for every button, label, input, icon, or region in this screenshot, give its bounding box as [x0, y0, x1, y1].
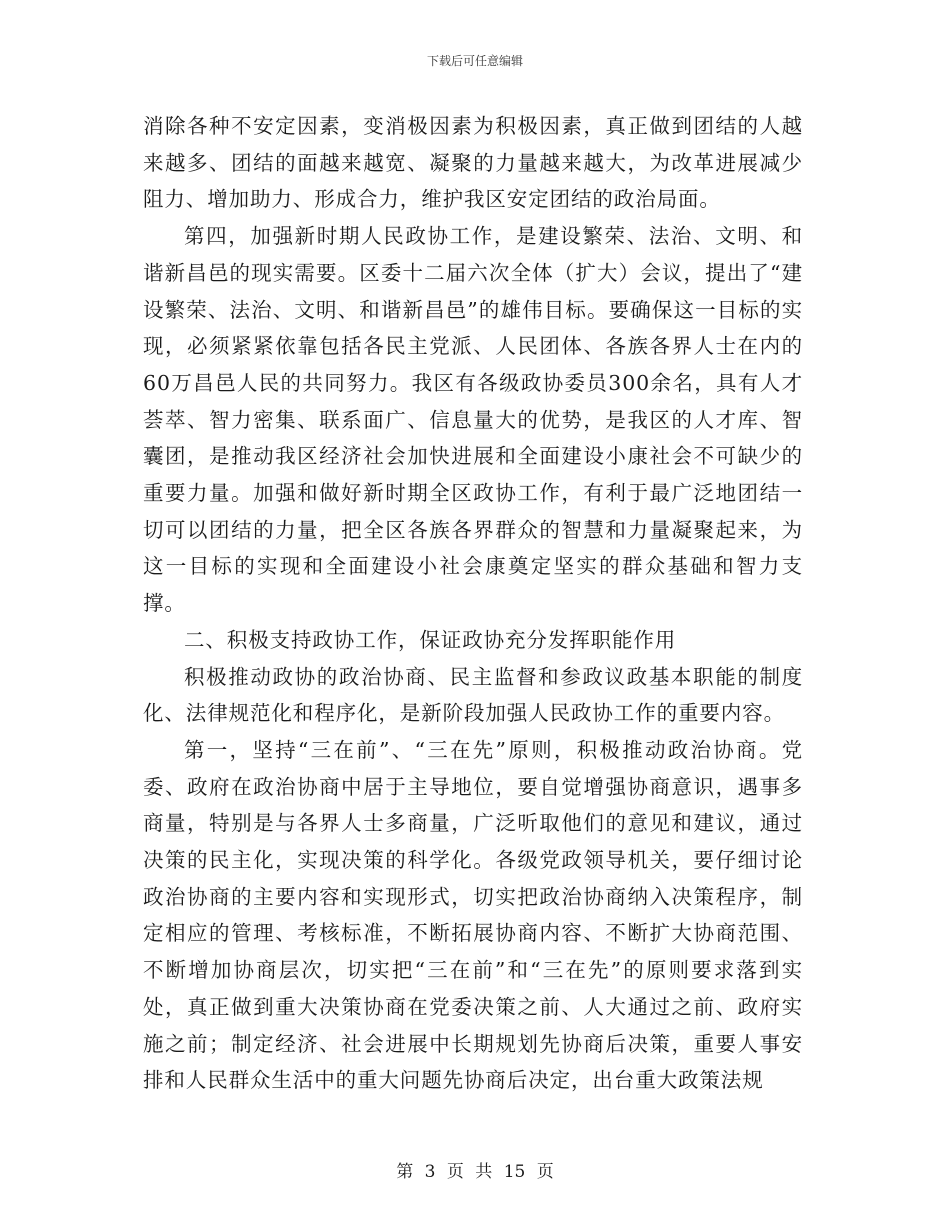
paragraph-3: 积极推动政协的政治协商、民主监督和参政议政基本职能的制度化、法律规范化和程序化，是新阶段加强人民政协工作的重要内容。: [143, 664, 803, 726]
page-number-footer: 第 3 页 共 15 页: [396, 1162, 554, 1182]
page-header: 下载后可任意编辑: [426, 54, 523, 68]
paragraph-4: 第一，坚持“三在前”、“三在先”原则，积极推动政治协商。党委、政府在政治协商中居于主导地位，要自觉增强协商意识，遇事多商量，特别是与各界人士多商量，广泛听取他们的意见和建议，通过决策的民主化，实现决策的科学化。各级党政领导机关，要仔细讨论政治协商的主要内容和实现形式，切实把政治协商纳入决策程序，制定相应的管理、考核标准，不断拓展协商内容、不断扩大协商范围、不断增加协商层次，切实把“三在前”和“三在先”的原则要求落到实处，真正做到重大决策协商在党委决策之前、人大通过之前、政府实施之前；制定经济、社会进展中长期规划先协商后决策，重要人事安排和人民群众生活中的重大问题先协商后决定，出台重大政策法规: [143, 737, 803, 1093]
paragraph-2: 第四，加强新时期人民政协工作，是建设繁荣、法治、文明、和谐新昌邑的现实需要。区委十二届六次全体（扩大）会议，提出了“建设繁荣、法治、文明、和谐新昌邑”的雄伟目标。要确保这一目标的实现，必须紧紧依靠包括各民主党派、人民团体、各族各界人士在内的60万昌邑人民的共同努力。我区有各级政协委员300余名，具有人才荟萃、智力密集、联系面广、信息量大的优势，是我区的人才库、智囊团，是推动我区经济社会加快进展和全面建设小康社会不可缺少的重要力量。加强和做好新时期全区政协工作，有利于最广泛地团结一切可以团结的力量，把全区各族各界群众的智慧和力量凝聚起来，为这一目标的实现和全面建设小社会康奠定坚实的群众基础和智力支撑。: [143, 224, 803, 616]
document-body: [143, 108, 803, 1099]
paragraph-1: 消除各种不安定因素，变消极因素为积极因素，真正做到团结的人越来越多、团结的面越来越宽、凝聚的力量越来越大，为改革进展减少阻力、增加助力、形成合力，维护我区安定团结的政治局面。: [143, 114, 803, 212]
section-heading: 二、积极支持政协工作，保证政协充分发挥职能作用: [184, 627, 677, 652]
